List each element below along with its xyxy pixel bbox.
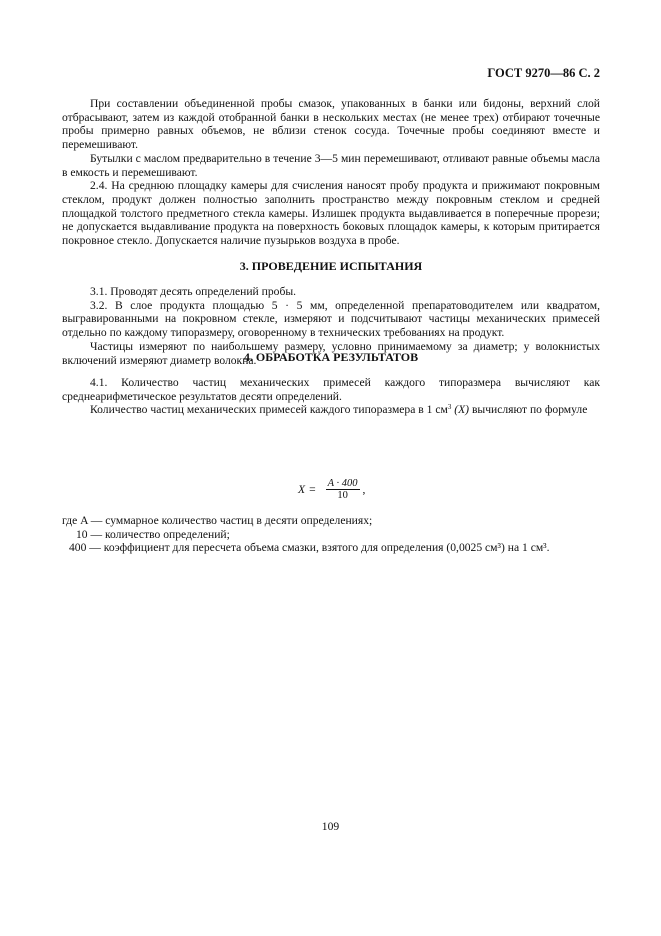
legend-text: — коэффициент для пересчета объема смазки, взятого для определения (0,0025 см³) на 1 см³. bbox=[86, 541, 550, 555]
numerator: A · 400 bbox=[327, 478, 358, 489]
legend-item bbox=[62, 514, 550, 528]
paragraph: При составлении объединенной пробы смазок, упакованных в банки или бидоны, верхний слой отбрасывают, затем из каждой отобранной банки в нескольких местах (не менее трех) отбирают точечные пробы примерно равных объемов, не вблизи стенок сосуда. Точечные пробы соединяют вместе и перемешивают. bbox=[62, 97, 600, 152]
paragraph: 2.4. На среднюю площадку камеры для счисления наносят пробу продукта и прижимают покровным стеклом, продукт должен полностью заполнить пространство между покровным стеклом и средней площадкой толстого предметного стекла камеры. Излишек продукта выдавливается в поперечные прорези; не допускается выдавливание продукта на поверхность боковых площадок камеры, к которым притирается покровное стекло. Допускается наличие пузырьков воздуха в пробе. bbox=[62, 179, 600, 248]
legend-symbol: 400 bbox=[69, 541, 87, 555]
section-2-continuation bbox=[62, 97, 600, 248]
formula-eq: = bbox=[309, 483, 316, 496]
formula-lhs: X bbox=[298, 483, 306, 496]
legend-text: — количество определений; bbox=[87, 527, 230, 541]
legend-symbol: где A bbox=[62, 514, 88, 527]
variable: (X) bbox=[454, 403, 470, 417]
fraction bbox=[326, 478, 360, 501]
legend-text: — суммарное количество частиц в десяти определениях; bbox=[87, 514, 373, 527]
paragraph: 4.1. Количество частиц механических примесей каждого типоразмера вычисляют как среднеарифметическое результатов десяти определений. bbox=[62, 376, 600, 403]
section-4-heading: 4. ОБРАБОТКА РЕЗУЛЬТАТОВ bbox=[243, 350, 419, 364]
text: Количество частиц механических примесей каждого типоразмера в 1 см bbox=[90, 403, 448, 417]
text: вычисляют по формуле bbox=[469, 403, 588, 417]
formula-tail: , bbox=[362, 483, 366, 496]
paragraph bbox=[62, 403, 600, 417]
document-header: ГОСТ 9270—86 С. 2 bbox=[487, 66, 600, 80]
page-number: 109 bbox=[321, 820, 340, 833]
paragraph: 3.2. В слое продукта площадью 5 · 5 мм, определенной препаратоводителем или квадратом, выгравированными на покровном стекле, измеряют и подсчитывают частицы механических примесей отдельно по каждому типоразмеру, оговоренному в технических требованиях на продукт. bbox=[62, 298, 600, 340]
legend-item bbox=[62, 528, 550, 542]
legend-item bbox=[62, 541, 550, 555]
section-3-heading: 3. ПРОВЕДЕНИЕ ИСПЫТАНИЯ bbox=[239, 259, 423, 273]
denominator: 10 bbox=[337, 490, 348, 501]
legend-symbol: 10 bbox=[76, 527, 88, 541]
section-4-body bbox=[62, 376, 600, 417]
paragraph: Частицы измеряют по наибольшему размеру, условно принимаемому за диаметр; у волокнистых включений измеряют диаметр волокна. bbox=[62, 339, 600, 367]
formula-legend bbox=[62, 514, 550, 555]
paragraph: 3.1. Проводят десять определений пробы. bbox=[90, 285, 297, 298]
formula bbox=[298, 478, 365, 501]
superscript: 3 bbox=[447, 403, 452, 412]
paragraph: Бутылки с маслом предварительно в течение 3—5 мин перемешивают, отливают равные объемы масла в емкость и перемешивают. bbox=[62, 151, 600, 179]
